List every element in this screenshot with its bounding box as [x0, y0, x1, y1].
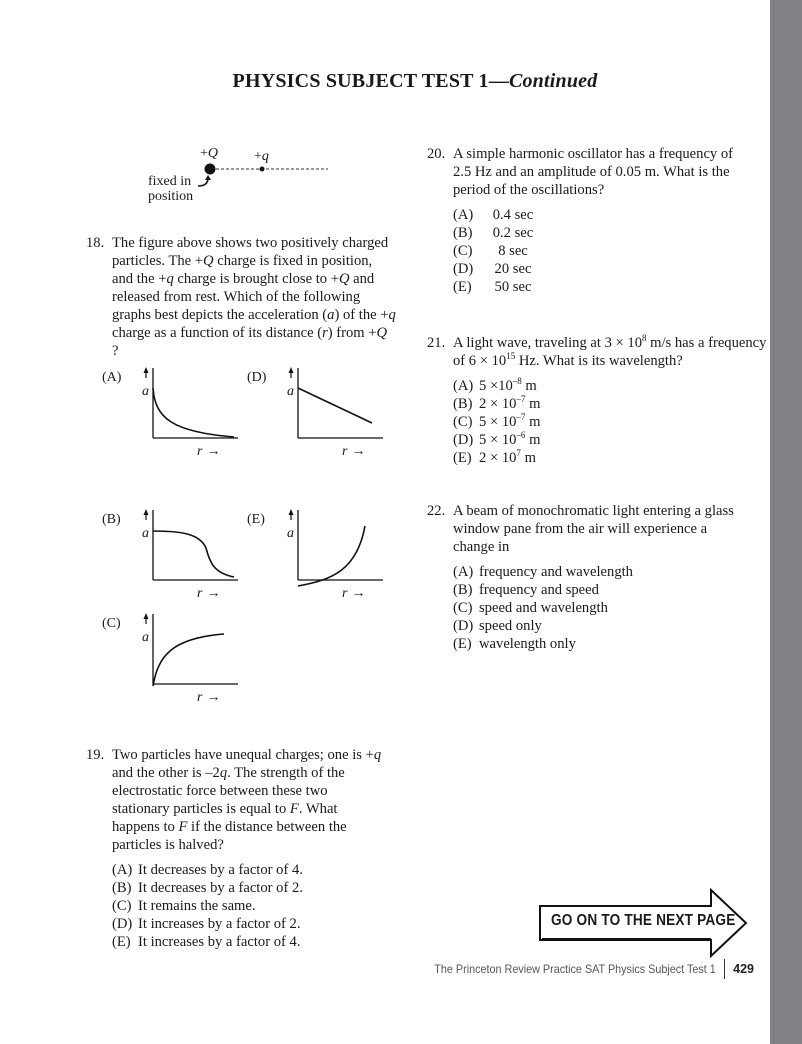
graph-curve [153, 531, 234, 577]
x-axis-label: r → [197, 690, 221, 705]
choice-label: (A) [453, 378, 474, 394]
x-axis-label: r → [342, 586, 366, 601]
answer-choice[interactable] [112, 915, 386, 933]
right-arrow-icon: → [351, 586, 366, 601]
choice-text: 20 sec [494, 261, 532, 277]
choice-label: (D) [453, 261, 474, 277]
answer-choice[interactable] [453, 581, 747, 599]
choice-label: (B) [453, 396, 473, 412]
question-22 [427, 502, 747, 653]
choice-text: It increases by a factor of 4. [138, 934, 301, 950]
graph-label: (D) [247, 370, 267, 385]
graph-option[interactable] [247, 366, 387, 466]
question-number: 18. [86, 235, 105, 251]
graph-curve [153, 388, 234, 437]
answer-choice[interactable] [453, 395, 767, 413]
choice-text: wavelength only [479, 636, 576, 652]
choice-label: (D) [453, 618, 474, 634]
question-number: 21. [427, 335, 446, 351]
y-axis-label: a [142, 630, 149, 645]
graph-label: (C) [102, 616, 121, 631]
choice-text: 0.4 sec [492, 207, 534, 223]
choice-text: 50 sec [494, 279, 532, 295]
choice-text: It decreases by a factor of 2. [138, 880, 303, 896]
choice-label: (B) [453, 225, 473, 241]
answer-choice[interactable] [453, 413, 767, 431]
page-edge-strip [770, 0, 802, 1044]
footer-divider [724, 959, 725, 979]
choice-label: (A) [453, 207, 474, 223]
question-19 [86, 746, 386, 951]
choice-text: $5 \times 10^{-8}$ m [479, 376, 537, 394]
x-axis-label: r → [197, 586, 221, 601]
question-stem: A beam of monochromatic light entering a glass window pane from the air will experience a change in [453, 503, 734, 555]
y-axis-label: a [287, 384, 294, 399]
charges-figure [140, 140, 340, 210]
choice-text: frequency and speed [479, 582, 599, 598]
choice-label: (E) [112, 934, 131, 950]
page-title [0, 70, 802, 93]
right-arrow-icon: → [206, 586, 221, 601]
x-axis-label: r → [342, 444, 366, 459]
choice-label: (E) [453, 636, 472, 652]
graph-option[interactable] [247, 508, 387, 608]
choice-label: (B) [453, 582, 473, 598]
y-axis-label: a [142, 526, 149, 541]
graph-plot [287, 508, 387, 588]
answer-choice[interactable] [453, 635, 747, 653]
graph-plot [287, 366, 387, 446]
right-arrow-icon: → [206, 690, 221, 705]
small-charge-label: +q [254, 149, 269, 164]
answer-choice[interactable] [453, 617, 747, 635]
up-arrow-icon [144, 613, 149, 619]
question-stem: A simple harmonic oscillator has a frequency of 2.5 Hz and an amplitude of 0.05 m. What is the period of the oscillations? [453, 146, 734, 198]
graph-label: (B) [102, 512, 121, 527]
footer-source: The Princeton Review Practice SAT Physics Subject Test 1 [434, 962, 717, 976]
graph-curve [298, 526, 365, 586]
graph-label: (E) [247, 512, 265, 527]
choice-label: (C) [112, 898, 132, 914]
answer-choice[interactable] [453, 449, 767, 467]
y-axis-label: a [287, 526, 294, 541]
answer-choice[interactable] [453, 563, 747, 581]
question-stem: Two particles have unequal charges; one is +q and the other is –2q. The strength of the electrostatic force between these two stationary particles is equal to F. What happens to F if the distance between the particles is halved? [112, 747, 382, 853]
up-arrow-icon [289, 367, 294, 373]
y-axis-label: a [142, 384, 149, 399]
page-title-main: PHYSICS SUBJECT TEST 1 [232, 70, 489, 92]
choice-label: (D) [453, 432, 474, 448]
answer-choice[interactable] [453, 599, 747, 617]
choice-label: (E) [453, 279, 472, 295]
graph-option[interactable] [102, 366, 242, 466]
arrowhead-icon [205, 175, 211, 180]
graph-label: (A) [102, 370, 122, 385]
question-number: 20. [427, 146, 446, 162]
choice-text: $2 \times 10^{-7}$ m [479, 394, 541, 412]
choice-label: (C) [453, 243, 473, 259]
question-number: 19. [86, 747, 105, 763]
answer-choice[interactable] [453, 224, 747, 242]
question-number: 22. [427, 503, 446, 519]
next-page-arrow[interactable] [538, 888, 748, 956]
page-title-dash: — [488, 70, 509, 92]
answer-choices [453, 377, 767, 467]
graph-plot [142, 366, 242, 446]
question-20 [427, 145, 747, 296]
choice-label: (D) [112, 916, 133, 932]
answer-choice[interactable] [453, 377, 767, 395]
fixed-charge-dot [205, 164, 216, 175]
page-number: 429 [733, 962, 754, 976]
choice-label: (E) [453, 450, 472, 466]
question-stem: The figure above shows two positively charged particles. The +Q charge is fixed in position, and the +q charge is brought close to +Q and released from rest. Which of the following graphs best depicts the acceleration (a) of the +q charge as a function of its distance (r) from +Q ? [112, 235, 396, 359]
up-arrow-icon [144, 367, 149, 373]
next-page-label: GO ON TO THE NEXT PAGE [551, 912, 736, 929]
page-footer [403, 959, 754, 979]
answer-choice[interactable] [112, 861, 386, 879]
question-21 [427, 334, 767, 467]
answer-choice[interactable] [453, 278, 747, 296]
choice-label: (B) [112, 880, 132, 896]
fixed-note-line2: position [148, 189, 194, 204]
answer-choice[interactable] [112, 879, 386, 897]
answer-choices [112, 861, 386, 951]
x-axis-label: r → [197, 444, 221, 459]
answer-choice[interactable] [453, 242, 747, 260]
answer-choices [453, 563, 747, 653]
choice-text: speed and wavelength [479, 600, 608, 616]
choice-text: It increases by a factor of 2. [138, 916, 301, 932]
graph-plot [142, 508, 242, 588]
fixed-note-line1: fixed in [148, 174, 192, 189]
choice-text: It remains the same. [138, 898, 256, 914]
graph-option[interactable] [102, 508, 242, 608]
choice-label: (A) [112, 862, 133, 878]
right-arrow-icon: → [351, 444, 366, 459]
answer-choice[interactable] [112, 897, 386, 915]
up-arrow-icon [289, 509, 294, 515]
graph-curve [153, 634, 224, 686]
big-charge-label: +Q [200, 146, 219, 161]
choice-text: speed only [479, 618, 542, 634]
choice-text: $2 \times 10^7$ m [479, 448, 536, 466]
choice-text: $5 \times 10^{-7}$ m [479, 412, 541, 430]
answer-choices [453, 206, 747, 296]
up-arrow-icon [144, 509, 149, 515]
answer-choice[interactable] [453, 206, 747, 224]
page-title-continued: Continued [508, 70, 598, 92]
moving-charge-dot [260, 167, 265, 172]
answer-choice[interactable] [453, 431, 767, 449]
choice-text: It decreases by a factor of 4. [138, 862, 303, 878]
choice-text: 0.2 sec [492, 225, 534, 241]
choice-label: (C) [453, 600, 473, 616]
graph-option[interactable] [102, 612, 242, 712]
answer-choice[interactable] [112, 933, 386, 951]
choice-text: 8 sec [498, 243, 528, 259]
choice-text: $5 \times 10^{-6}$ m [479, 430, 541, 448]
question-stem: A light wave, traveling at $3 \times 10^8$ m/s has a frequency of $6 \times 10^{15}$ Hz. What is its wavelength? [453, 333, 767, 369]
choice-label: (C) [453, 414, 473, 430]
answer-choice[interactable] [453, 260, 747, 278]
question-18 [86, 234, 396, 360]
graph-curve [298, 388, 372, 423]
right-arrow-icon: → [206, 444, 221, 459]
choice-text: frequency and wavelength [479, 564, 633, 580]
choice-label: (A) [453, 564, 474, 580]
graph-plot [142, 612, 242, 692]
